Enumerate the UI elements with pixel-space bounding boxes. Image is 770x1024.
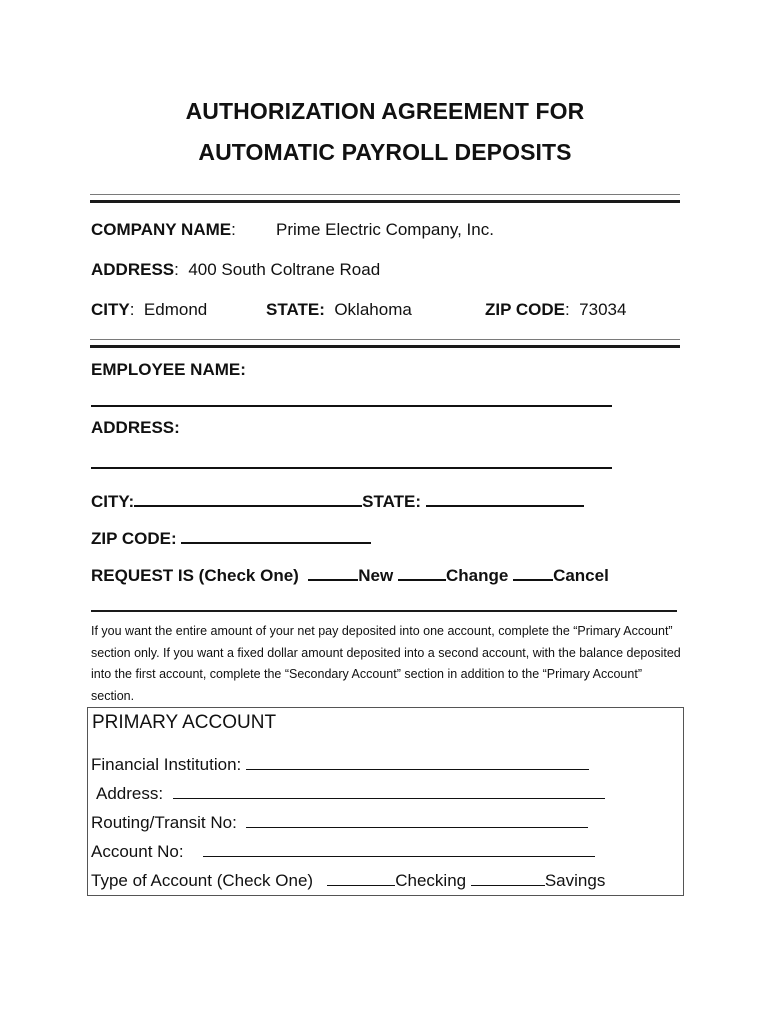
primary-account-box <box>87 707 684 896</box>
company-zip-row <box>485 300 626 320</box>
company-name-label: COMPANY NAME <box>91 220 232 239</box>
divider-request <box>91 610 677 612</box>
company-zip-value: 73034 <box>579 300 627 319</box>
company-state-label: STATE: <box>266 300 325 319</box>
company-city-colon: : <box>129 300 135 319</box>
company-state-value: Oklahoma <box>334 300 412 319</box>
request-change-option: Change <box>445 566 509 585</box>
company-address-row <box>91 260 380 280</box>
checking-checkline[interactable] <box>327 869 395 886</box>
company-state-row <box>266 300 412 320</box>
employee-name-field[interactable] <box>91 388 612 412</box>
company-city-value: Edmond <box>143 300 208 319</box>
company-city-row <box>91 300 207 320</box>
account-number-line[interactable] <box>203 840 595 857</box>
employee-state-line[interactable] <box>426 488 584 507</box>
divider-thin-top <box>90 194 680 195</box>
company-name-row <box>91 220 236 240</box>
form-title-line-2: AUTOMATIC PAYROLL DEPOSITS <box>198 139 572 165</box>
employee-zip-label: ZIP CODE: <box>91 529 177 548</box>
employee-city-line[interactable] <box>134 488 362 507</box>
company-name-colon: : <box>231 220 236 239</box>
employee-city-label: CITY: <box>91 492 135 511</box>
employee-state-label: STATE: <box>362 492 421 511</box>
account-type-label: Type of Account (Check One) <box>91 871 314 890</box>
request-label: REQUEST IS (Check One) <box>91 566 299 585</box>
primary-account-title: PRIMARY ACCOUNT <box>92 712 277 733</box>
account-number-label: Account No: <box>91 842 184 861</box>
employee-zip-row <box>91 525 371 549</box>
company-name-value: Prime Electric Company, Inc. <box>276 220 494 239</box>
employee-name-label: EMPLOYEE NAME: <box>91 360 246 379</box>
divider-thin-middle <box>90 339 680 340</box>
company-address-value: 400 South Coltrane Road <box>188 260 381 279</box>
request-cancel-checkline[interactable] <box>513 562 553 581</box>
company-zip-colon: : <box>564 300 570 319</box>
account-type-row <box>91 869 605 891</box>
employee-address-field[interactable] <box>91 450 612 474</box>
bank-address-line[interactable] <box>173 782 605 799</box>
employee-address-line[interactable] <box>91 450 612 469</box>
bank-address-row <box>96 782 605 804</box>
employee-name-line[interactable] <box>91 388 612 407</box>
financial-institution-row <box>91 753 589 775</box>
company-address-label: ADDRESS <box>91 260 175 279</box>
savings-checkline[interactable] <box>471 869 545 886</box>
instructions-text: If you want the entire amount of your net pay deposited into one account, complete the “Primary Account” section only. If you want a fixed dollar amount deposited into a second account, with the balance deposited into the first account, complete the “Secondary Account” section in addition to the “Primary Account” section. <box>91 624 681 703</box>
request-row <box>91 562 609 586</box>
routing-label: Routing/Transit No: <box>91 813 237 832</box>
financial-institution-line[interactable] <box>246 753 589 770</box>
financial-institution-label: Financial Institution: <box>91 755 242 774</box>
divider-thick-top <box>90 200 680 203</box>
routing-line[interactable] <box>246 811 588 828</box>
request-change-checkline[interactable] <box>398 562 446 581</box>
divider-thick-middle <box>90 345 680 348</box>
routing-row <box>91 811 588 833</box>
form-title-line-1: AUTHORIZATION AGREEMENT FOR <box>185 98 585 124</box>
company-address-colon: : <box>174 260 179 279</box>
request-new-checkline[interactable] <box>308 562 358 581</box>
request-new-option: New <box>358 566 394 585</box>
employee-zip-line[interactable] <box>181 525 371 544</box>
request-cancel-option: Cancel <box>553 566 609 585</box>
company-city-label: CITY <box>91 300 130 319</box>
employee-city-state-row <box>91 488 584 512</box>
employee-address-label: ADDRESS: <box>91 418 180 437</box>
account-number-row <box>91 840 595 862</box>
savings-option: Savings <box>544 871 606 890</box>
company-zip-label: ZIP CODE <box>485 300 565 319</box>
bank-address-label: Address: <box>96 784 164 803</box>
checking-option: Checking <box>395 871 467 890</box>
